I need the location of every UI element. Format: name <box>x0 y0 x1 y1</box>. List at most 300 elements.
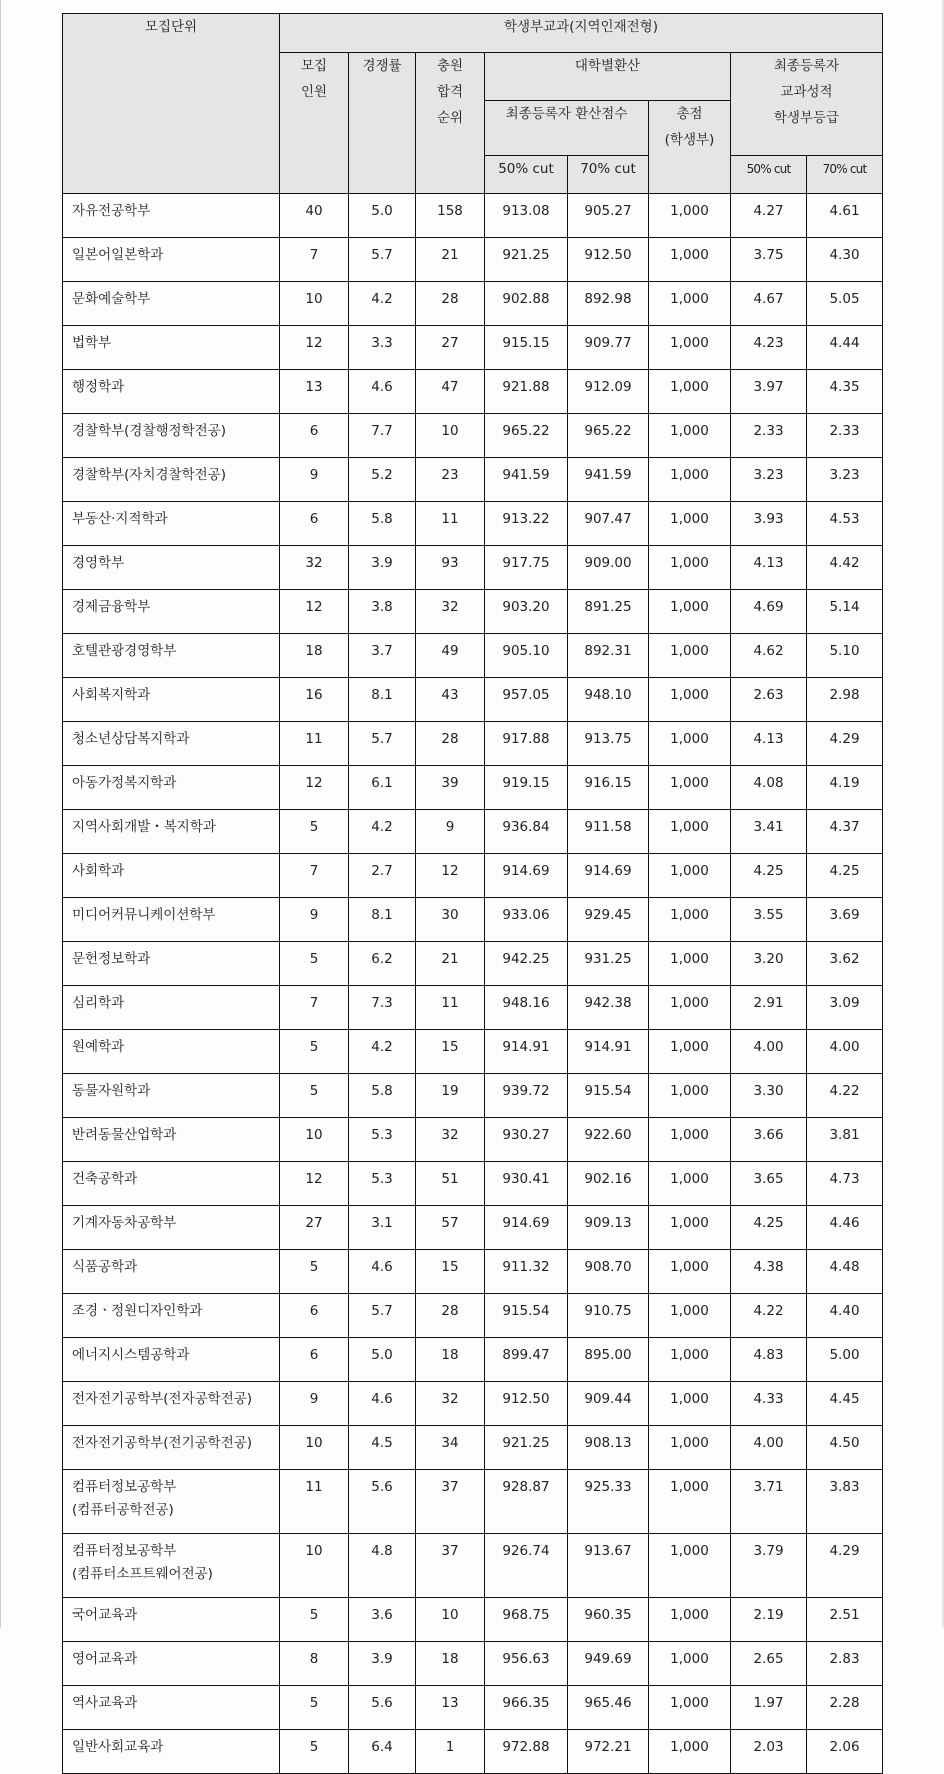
total-cell: 1,000 <box>649 634 731 678</box>
score-cut50-cell: 965.22 <box>485 414 568 458</box>
quota-cell: 5 <box>280 810 349 854</box>
unit-name-cell: 동물자원학과 <box>63 1074 280 1118</box>
table-row <box>63 1162 883 1206</box>
total-cell: 1,000 <box>649 1534 731 1598</box>
unit-name-cell: 전자전기공학부(전기공학전공) <box>63 1426 280 1470</box>
grade-cut70-cell: 5.05 <box>807 282 883 326</box>
grade-cut50-cell: 4.38 <box>731 1250 807 1294</box>
score-cut50-cell: 902.88 <box>485 282 568 326</box>
quota-cell: 16 <box>280 678 349 722</box>
rank-cell: 51 <box>416 1162 485 1206</box>
table-row <box>63 1294 883 1338</box>
score-cut70-cell: 915.54 <box>568 1074 649 1118</box>
unit-name-cell: 심리학과 <box>63 986 280 1030</box>
grade-cut50-cell: 1.97 <box>731 1686 807 1730</box>
grade-cut70-cell: 3.83 <box>807 1470 883 1534</box>
rank-cell: 1 <box>416 1730 485 1774</box>
grade-cut50-cell: 3.66 <box>731 1118 807 1162</box>
unit-name-cell: 자유전공학부 <box>63 194 280 238</box>
score-cut50-cell: 972.88 <box>485 1730 568 1774</box>
grade-cut50-cell: 3.71 <box>731 1470 807 1534</box>
competition-cell: 3.8 <box>349 590 416 634</box>
grade-cut70-cell: 5.10 <box>807 634 883 678</box>
unit-name-cell: 식품공학과 <box>63 1250 280 1294</box>
score-cut70-cell: 929.45 <box>568 898 649 942</box>
total-cell: 1,000 <box>649 678 731 722</box>
unit-name-cell: 법학부 <box>63 326 280 370</box>
total-cell: 1,000 <box>649 1030 731 1074</box>
score-cut50-cell: 939.72 <box>485 1074 568 1118</box>
score-cut70-cell: 911.58 <box>568 810 649 854</box>
rank-cell: 13 <box>416 1686 485 1730</box>
grade-cut70-cell: 2.83 <box>807 1642 883 1686</box>
grade-cut70-cell: 4.22 <box>807 1074 883 1118</box>
total-cell: 1,000 <box>649 1730 731 1774</box>
quota-cell: 27 <box>280 1206 349 1250</box>
grade-cut70-cell: 3.23 <box>807 458 883 502</box>
unit-name-cell: 부동산·지적학과 <box>63 502 280 546</box>
score-cut50-cell: 933.06 <box>485 898 568 942</box>
table-row <box>63 898 883 942</box>
competition-cell: 3.9 <box>349 1642 416 1686</box>
grade-cut70-cell: 5.00 <box>807 1338 883 1382</box>
total-cell: 1,000 <box>649 194 731 238</box>
score-cut50-cell: 917.88 <box>485 722 568 766</box>
grade-cut70-cell: 4.46 <box>807 1206 883 1250</box>
total-cell: 1,000 <box>649 942 731 986</box>
grade-cut50-cell: 3.93 <box>731 502 807 546</box>
rank-cell: 15 <box>416 1030 485 1074</box>
competition-cell: 5.8 <box>349 1074 416 1118</box>
total-cell: 1,000 <box>649 458 731 502</box>
admission-results-table <box>62 13 883 1774</box>
rank-cell: 12 <box>416 854 485 898</box>
unit-name-cell: 조경ㆍ정원디자인학과 <box>63 1294 280 1338</box>
competition-cell: 5.0 <box>349 194 416 238</box>
total-cell: 1,000 <box>649 326 731 370</box>
competition-cell: 6.1 <box>349 766 416 810</box>
total-cell: 1,000 <box>649 1642 731 1686</box>
competition-cell: 5.0 <box>349 1338 416 1382</box>
competition-cell: 5.7 <box>349 238 416 282</box>
grade-cut70-cell: 4.30 <box>807 238 883 282</box>
competition-cell: 4.2 <box>349 1030 416 1074</box>
competition-cell: 4.5 <box>349 1426 416 1470</box>
quota-cell: 10 <box>280 1534 349 1598</box>
quota-cell: 7 <box>280 238 349 282</box>
unit-name-cell: 경제금융학부 <box>63 590 280 634</box>
grade-cut70-cell: 2.28 <box>807 1686 883 1730</box>
score-cut70-cell: 972.21 <box>568 1730 649 1774</box>
total-cell: 1,000 <box>649 414 731 458</box>
quota-cell: 12 <box>280 590 349 634</box>
competition-cell: 3.3 <box>349 326 416 370</box>
quota-cell: 5 <box>280 1598 349 1642</box>
grade-cut50-cell: 4.27 <box>731 194 807 238</box>
rank-cell: 30 <box>416 898 485 942</box>
score-cut50-cell: 915.15 <box>485 326 568 370</box>
quota-cell: 9 <box>280 1382 349 1426</box>
unit-name-cell: 사회복지학과 <box>63 678 280 722</box>
competition-cell: 2.7 <box>349 854 416 898</box>
score-cut50-cell: 913.08 <box>485 194 568 238</box>
unit-name-cell: 아동가정복지학과 <box>63 766 280 810</box>
score-cut70-cell: 912.50 <box>568 238 649 282</box>
score-cut50-cell: 930.41 <box>485 1162 568 1206</box>
quota-cell: 5 <box>280 1686 349 1730</box>
rank-cell: 32 <box>416 1118 485 1162</box>
grade-cut70-cell: 4.42 <box>807 546 883 590</box>
rank-cell: 21 <box>416 238 485 282</box>
rank-cell: 9 <box>416 810 485 854</box>
competition-cell: 5.8 <box>349 502 416 546</box>
table-row <box>63 942 883 986</box>
table-row <box>63 502 883 546</box>
score-cut50-cell: 921.25 <box>485 238 568 282</box>
rank-cell: 27 <box>416 326 485 370</box>
grade-cut70-cell: 4.37 <box>807 810 883 854</box>
score-cut70-cell: 907.47 <box>568 502 649 546</box>
grade-cut50-cell: 2.03 <box>731 1730 807 1774</box>
unit-name-cell: 지역사회개발・복지학과 <box>63 810 280 854</box>
rank-cell: 37 <box>416 1534 485 1598</box>
grade-cut50-cell: 2.33 <box>731 414 807 458</box>
total-cell: 1,000 <box>649 502 731 546</box>
unit-name-cell: 일본어일본학과 <box>63 238 280 282</box>
grade-cut70-cell: 5.14 <box>807 590 883 634</box>
table-row <box>63 326 883 370</box>
table-row <box>63 194 883 238</box>
header-group: 학생부교과(지역인재전형) <box>280 14 883 53</box>
table-row <box>63 238 883 282</box>
score-cut50-cell: 919.15 <box>485 766 568 810</box>
quota-cell: 10 <box>280 1426 349 1470</box>
grade-cut70-cell: 3.09 <box>807 986 883 1030</box>
score-cut50-cell: 915.54 <box>485 1294 568 1338</box>
score-cut70-cell: 912.09 <box>568 370 649 414</box>
total-cell: 1,000 <box>649 238 731 282</box>
rank-cell: 11 <box>416 986 485 1030</box>
rank-cell: 18 <box>416 1338 485 1382</box>
grade-cut50-cell: 4.13 <box>731 546 807 590</box>
grade-cut50-cell: 4.25 <box>731 854 807 898</box>
quota-cell: 12 <box>280 766 349 810</box>
grade-cut70-cell: 2.06 <box>807 1730 883 1774</box>
rank-cell: 11 <box>416 502 485 546</box>
total-cell: 1,000 <box>649 1118 731 1162</box>
competition-cell: 8.1 <box>349 898 416 942</box>
grade-cut70-cell: 3.62 <box>807 942 883 986</box>
table-row <box>63 1686 883 1730</box>
grade-cut50-cell: 3.23 <box>731 458 807 502</box>
table-row <box>63 1030 883 1074</box>
unit-name-cell: 국어교육과 <box>63 1598 280 1642</box>
grade-cut70-cell: 2.98 <box>807 678 883 722</box>
quota-cell: 40 <box>280 194 349 238</box>
score-cut50-cell: 911.32 <box>485 1250 568 1294</box>
score-cut70-cell: 905.27 <box>568 194 649 238</box>
rank-cell: 49 <box>416 634 485 678</box>
header-quota: 모집 인원 <box>280 53 349 194</box>
table-row <box>63 1206 883 1250</box>
competition-cell: 3.9 <box>349 546 416 590</box>
score-cut50-cell: 926.74 <box>485 1534 568 1598</box>
quota-cell: 10 <box>280 1118 349 1162</box>
header-grade-cut50: 50% cut <box>731 156 807 194</box>
competition-cell: 7.3 <box>349 986 416 1030</box>
grade-cut50-cell: 4.83 <box>731 1338 807 1382</box>
quota-cell: 11 <box>280 722 349 766</box>
page-edge-left <box>0 0 1 1628</box>
score-cut70-cell: 910.75 <box>568 1294 649 1338</box>
grade-cut50-cell: 4.22 <box>731 1294 807 1338</box>
quota-cell: 5 <box>280 1074 349 1118</box>
quota-cell: 6 <box>280 1338 349 1382</box>
grade-cut70-cell: 4.44 <box>807 326 883 370</box>
unit-name-cell: 청소년상담복지학과 <box>63 722 280 766</box>
rank-cell: 15 <box>416 1250 485 1294</box>
competition-cell: 3.7 <box>349 634 416 678</box>
grade-cut70-cell: 4.00 <box>807 1030 883 1074</box>
table-row <box>63 1642 883 1686</box>
score-cut70-cell: 949.69 <box>568 1642 649 1686</box>
total-cell: 1,000 <box>649 1074 731 1118</box>
competition-cell: 5.2 <box>349 458 416 502</box>
total-cell: 1,000 <box>649 810 731 854</box>
total-cell: 1,000 <box>649 1598 731 1642</box>
rank-cell: 19 <box>416 1074 485 1118</box>
grade-cut50-cell: 4.00 <box>731 1426 807 1470</box>
score-cut50-cell: 966.35 <box>485 1686 568 1730</box>
grade-cut70-cell: 2.33 <box>807 414 883 458</box>
quota-cell: 32 <box>280 546 349 590</box>
table-row <box>63 986 883 1030</box>
table-row <box>63 722 883 766</box>
score-cut70-cell: 965.22 <box>568 414 649 458</box>
total-cell: 1,000 <box>649 766 731 810</box>
score-cut70-cell: 925.33 <box>568 1470 649 1534</box>
table-body <box>63 194 883 1774</box>
score-cut70-cell: 892.98 <box>568 282 649 326</box>
score-cut50-cell: 921.88 <box>485 370 568 414</box>
quota-cell: 12 <box>280 326 349 370</box>
score-cut70-cell: 909.00 <box>568 546 649 590</box>
score-cut50-cell: 936.84 <box>485 810 568 854</box>
score-cut50-cell: 914.91 <box>485 1030 568 1074</box>
table-row <box>63 282 883 326</box>
header-grade-cut70: 70% cut <box>807 156 883 194</box>
total-cell: 1,000 <box>649 722 731 766</box>
score-cut50-cell: 912.50 <box>485 1382 568 1426</box>
score-cut50-cell: 942.25 <box>485 942 568 986</box>
total-cell: 1,000 <box>649 898 731 942</box>
grade-cut50-cell: 4.00 <box>731 1030 807 1074</box>
competition-cell: 6.4 <box>349 1730 416 1774</box>
score-cut50-cell: 899.47 <box>485 1338 568 1382</box>
unit-name-cell: 건축공학과 <box>63 1162 280 1206</box>
score-cut70-cell: 941.59 <box>568 458 649 502</box>
table-row <box>63 678 883 722</box>
rank-cell: 37 <box>416 1470 485 1534</box>
quota-cell: 9 <box>280 898 349 942</box>
competition-cell: 7.7 <box>349 414 416 458</box>
score-cut70-cell: 914.69 <box>568 854 649 898</box>
rank-cell: 57 <box>416 1206 485 1250</box>
total-cell: 1,000 <box>649 1470 731 1534</box>
grade-cut50-cell: 4.25 <box>731 1206 807 1250</box>
grade-cut50-cell: 3.79 <box>731 1534 807 1598</box>
total-cell: 1,000 <box>649 590 731 634</box>
quota-cell: 9 <box>280 458 349 502</box>
header-competition: 경쟁률 <box>349 53 416 194</box>
header-score-cut70: 70% cut <box>568 156 649 194</box>
rank-cell: 28 <box>416 722 485 766</box>
competition-cell: 4.6 <box>349 1250 416 1294</box>
total-cell: 1,000 <box>649 1426 731 1470</box>
table-row <box>63 590 883 634</box>
total-cell: 1,000 <box>649 370 731 414</box>
total-cell: 1,000 <box>649 986 731 1030</box>
rank-cell: 10 <box>416 1598 485 1642</box>
grade-cut70-cell: 3.81 <box>807 1118 883 1162</box>
table-row <box>63 1382 883 1426</box>
grade-cut70-cell: 4.45 <box>807 1382 883 1426</box>
header-final-score: 최종등록자 환산점수 <box>485 101 649 156</box>
rank-cell: 93 <box>416 546 485 590</box>
competition-cell: 5.3 <box>349 1162 416 1206</box>
grade-cut50-cell: 4.62 <box>731 634 807 678</box>
quota-cell: 12 <box>280 1162 349 1206</box>
unit-name-cell: 기계자동차공학부 <box>63 1206 280 1250</box>
table-row <box>63 1250 883 1294</box>
total-cell: 1,000 <box>649 1686 731 1730</box>
score-cut70-cell: 931.25 <box>568 942 649 986</box>
grade-cut70-cell: 4.25 <box>807 854 883 898</box>
quota-cell: 11 <box>280 1470 349 1534</box>
table-row <box>63 414 883 458</box>
rank-cell: 28 <box>416 282 485 326</box>
score-cut70-cell: 895.00 <box>568 1338 649 1382</box>
unit-name-cell: 문화예술학부 <box>63 282 280 326</box>
score-cut70-cell: 913.75 <box>568 722 649 766</box>
score-cut70-cell: 909.77 <box>568 326 649 370</box>
quota-cell: 8 <box>280 1642 349 1686</box>
total-cell: 1,000 <box>649 1162 731 1206</box>
competition-cell: 4.6 <box>349 370 416 414</box>
grade-cut50-cell: 3.55 <box>731 898 807 942</box>
score-cut70-cell: 942.38 <box>568 986 649 1030</box>
score-cut70-cell: 902.16 <box>568 1162 649 1206</box>
rank-cell: 21 <box>416 942 485 986</box>
table-row <box>63 1598 883 1642</box>
grade-cut50-cell: 3.97 <box>731 370 807 414</box>
table-row <box>63 634 883 678</box>
table-row <box>63 1730 883 1774</box>
rank-cell: 34 <box>416 1426 485 1470</box>
quota-cell: 6 <box>280 414 349 458</box>
table-row <box>63 370 883 414</box>
grade-cut50-cell: 4.69 <box>731 590 807 634</box>
competition-cell: 6.2 <box>349 942 416 986</box>
score-cut70-cell: 965.46 <box>568 1686 649 1730</box>
competition-cell: 5.6 <box>349 1470 416 1534</box>
rank-cell: 43 <box>416 678 485 722</box>
unit-name-cell: 역사교육과 <box>63 1686 280 1730</box>
score-cut50-cell: 913.22 <box>485 502 568 546</box>
grade-cut50-cell: 4.67 <box>731 282 807 326</box>
quota-cell: 6 <box>280 1294 349 1338</box>
rank-cell: 32 <box>416 1382 485 1426</box>
total-cell: 1,000 <box>649 854 731 898</box>
header-converted: 대학별환산 <box>485 53 731 101</box>
quota-cell: 18 <box>280 634 349 678</box>
score-cut50-cell: 930.27 <box>485 1118 568 1162</box>
score-cut70-cell: 960.35 <box>568 1598 649 1642</box>
grade-cut70-cell: 4.19 <box>807 766 883 810</box>
table-row <box>63 1074 883 1118</box>
rank-cell: 39 <box>416 766 485 810</box>
score-cut50-cell: 956.63 <box>485 1642 568 1686</box>
table-row <box>63 1118 883 1162</box>
unit-name-cell: 일반사회교육과 <box>63 1730 280 1774</box>
table-row <box>63 1470 883 1534</box>
score-cut50-cell: 917.75 <box>485 546 568 590</box>
rank-cell: 28 <box>416 1294 485 1338</box>
score-cut70-cell: 892.31 <box>568 634 649 678</box>
unit-name-cell: 전자전기공학부(전자공학전공) <box>63 1382 280 1426</box>
score-cut50-cell: 905.10 <box>485 634 568 678</box>
competition-cell: 4.2 <box>349 810 416 854</box>
table-row <box>63 1338 883 1382</box>
score-cut70-cell: 891.25 <box>568 590 649 634</box>
total-cell: 1,000 <box>649 1382 731 1426</box>
total-cell: 1,000 <box>649 1250 731 1294</box>
table-row <box>63 1426 883 1470</box>
rank-cell: 32 <box>416 590 485 634</box>
total-cell: 1,000 <box>649 546 731 590</box>
score-cut70-cell: 909.13 <box>568 1206 649 1250</box>
score-cut70-cell: 922.60 <box>568 1118 649 1162</box>
score-cut50-cell: 903.20 <box>485 590 568 634</box>
unit-name-cell: 사회학과 <box>63 854 280 898</box>
score-cut50-cell: 928.87 <box>485 1470 568 1534</box>
grade-cut70-cell: 3.69 <box>807 898 883 942</box>
competition-cell: 4.6 <box>349 1382 416 1426</box>
grade-cut50-cell: 2.63 <box>731 678 807 722</box>
rank-cell: 23 <box>416 458 485 502</box>
grade-cut50-cell: 2.65 <box>731 1642 807 1686</box>
unit-name-cell: 컴퓨터정보공학부 (컴퓨터소프트웨어전공) <box>63 1534 280 1598</box>
unit-name-cell: 에너지시스템공학과 <box>63 1338 280 1382</box>
quota-cell: 5 <box>280 942 349 986</box>
table-row <box>63 766 883 810</box>
unit-name-cell: 경찰학부(자치경찰학전공) <box>63 458 280 502</box>
unit-name-cell: 반려동물산업학과 <box>63 1118 280 1162</box>
grade-cut70-cell: 4.48 <box>807 1250 883 1294</box>
grade-cut70-cell: 4.50 <box>807 1426 883 1470</box>
rank-cell: 47 <box>416 370 485 414</box>
grade-cut50-cell: 3.65 <box>731 1162 807 1206</box>
total-cell: 1,000 <box>649 1338 731 1382</box>
score-cut70-cell: 916.15 <box>568 766 649 810</box>
score-cut50-cell: 948.16 <box>485 986 568 1030</box>
competition-cell: 5.3 <box>349 1118 416 1162</box>
quota-cell: 5 <box>280 1730 349 1774</box>
competition-cell: 5.7 <box>349 1294 416 1338</box>
grade-cut50-cell: 3.75 <box>731 238 807 282</box>
quota-cell: 5 <box>280 1030 349 1074</box>
quota-cell: 6 <box>280 502 349 546</box>
